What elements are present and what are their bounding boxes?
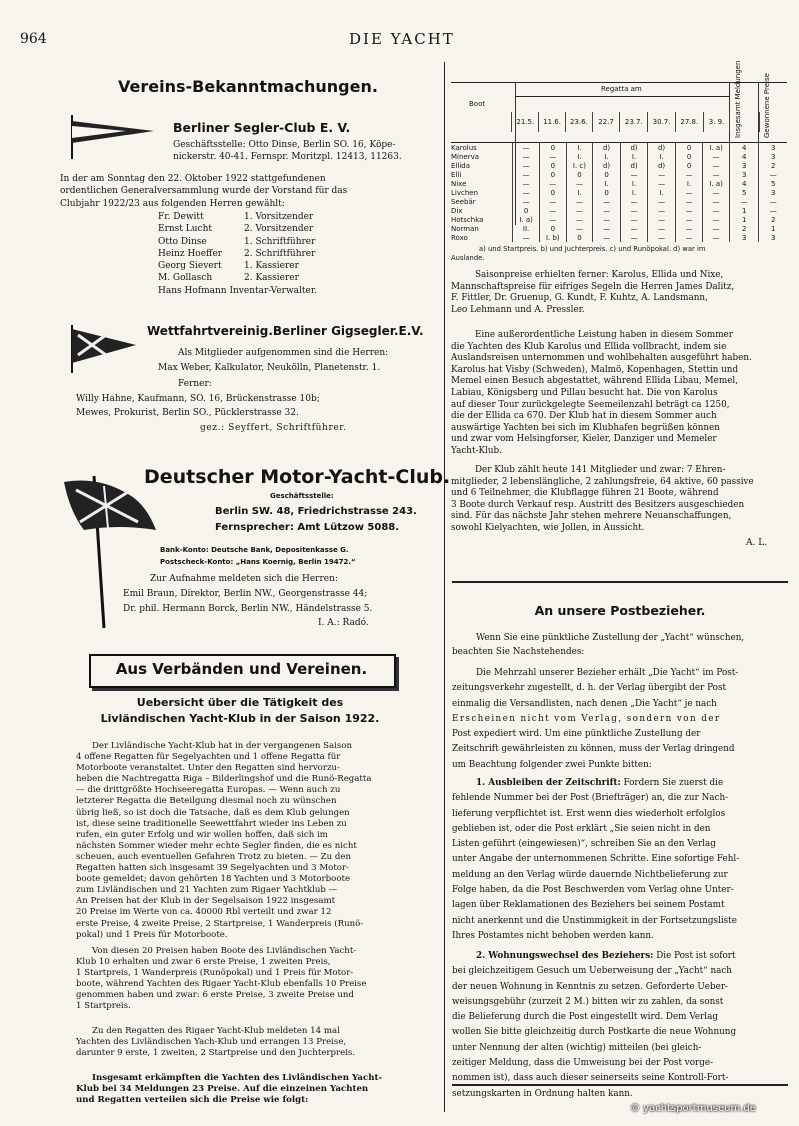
table-cell: — xyxy=(675,170,703,179)
table-cell: 5 xyxy=(759,179,787,188)
table-cell: I. xyxy=(566,188,593,197)
table-cell: — xyxy=(675,233,703,242)
table-cell: — xyxy=(566,224,593,233)
table-cell: d) xyxy=(620,143,648,152)
table-cell: — xyxy=(703,206,730,215)
table-cell-boat: Norman xyxy=(451,224,479,233)
saison-paragraph: Saisonpreise erhielten ferner: Karolus, Ellida und Nixe, Mannschaftspreise für eifriges Segeln die Herren James Dalitz, F. Fittler, Dr. Gruenup, G. Kundt, F. Kuhtz, A. Landsmann, Leo Lehmann und A. Pressler. xyxy=(451,270,735,315)
table-cell: I. c) xyxy=(566,161,593,170)
table-cell: — xyxy=(566,215,593,224)
table-cell: — xyxy=(703,170,730,179)
table-cell: — xyxy=(648,215,676,224)
table-cell: — xyxy=(620,233,648,242)
table-cell: I. xyxy=(675,179,703,188)
table-cell-boat: Nixe xyxy=(451,179,467,188)
table-cell: I. xyxy=(593,152,621,161)
mitglieder-paragraph: Der Klub zählt heute 141 Mitglieder und zwar: 7 Ehren- mitglieder, 2 lebenslängliche, 2 zahlungsfreie, 64 aktive, 60 passive und 6 Teilnehmer, die Klubflagge führen 21 Boote, während 3 Boote durch Verkauf resp. Austritt des Besitzers ausgeschieden sind. Für das nächste Jahr stehen mehrere Neuanschaffungen, sowohl Kielyachten, wie Jollen, in Aussicht. xyxy=(451,465,754,533)
post-point-1: 1. Ausbleiben der Zeitschrift: Fordern Sie zuerst die fehlende Nummer bei der Post (Briefträger) an, die zur Nach- lieferung verpflichtet ist. Erst wenn dies wiederholt erfolglos geblieben ist, oder die Post erklärt „Sie seien nicht in den Listen geführt (eingewiesen)“, schreiben Sie an den Verlag unter Angabe der unternommenen Schritte. Eine sofortige Fehl- meldung an den Verlag würde dauernde Nichtbelieferung zur Folge haben, da die Post Beschwerden vom Verlag ohne Unter- lagen über Reklamationen des Beziehers bei seinem Postamt nicht anerkennt und die Unstimmigkeit in der Fortsetzungsliste Ihres Postamtes nicht behoben werden kann. xyxy=(452,778,740,941)
bsc-pennant-icon xyxy=(66,113,156,161)
table-cell: d) xyxy=(648,161,676,170)
table-cell: 4 xyxy=(730,152,759,161)
table-boot-header: Boot xyxy=(469,100,486,108)
table-cell: I. xyxy=(620,152,648,161)
dmyc-line-1: Zur Aufnahme meldeten sich die Herren: xyxy=(150,574,338,584)
wvb-line-1: Als Mitglieder aufgenommen sind die Herren: xyxy=(178,348,389,358)
bsc-board: Fr. Dewitt 1. Vorsitzender Ernst Lucht 2. Vorsitzender Otto Dinse 1. Schriftführer Heinz Hoeffer 2. Schriftführer Georg Sievert 1. Kassierer M. Gollasch 2. Kassierer Hans Hofmann Inventar-Verwalter. xyxy=(158,212,318,296)
page-number: 964 xyxy=(20,31,47,47)
table-cell-boat: Dix xyxy=(451,206,463,215)
post-title: An unsere Postbezieher. xyxy=(534,603,706,618)
table-cell: — xyxy=(703,233,730,242)
wvb-signature: gez.: Seyffert, Schriftführer. xyxy=(200,423,347,433)
dmyc-line-3: Dr. phil. Hermann Borck, Berlin NW., Händelstrasse 5. xyxy=(123,604,373,614)
table-cell-boat: Seebär xyxy=(451,197,476,206)
table-cell: — xyxy=(513,197,540,206)
table-col-meldungen: Insgesamt Meldungen xyxy=(734,60,742,138)
table-cell: — xyxy=(593,197,621,206)
table-cell: d) xyxy=(648,143,676,152)
table-cell: I. xyxy=(593,179,621,188)
table-cell: — xyxy=(759,197,787,206)
dmyc-phone: Fernsprecher: Amt Lützow 5088. xyxy=(215,522,400,533)
wvb-line-2: Max Weber, Kalkulator, Neukölln, Planetenstr. 1. xyxy=(158,363,381,373)
table-row xyxy=(451,179,787,188)
table-footnote: a) und Startpreis. b) und Juchterpreis. c) und Runöpokal. d) war im xyxy=(479,245,706,253)
table-cell: 1 xyxy=(759,224,787,233)
table-cell-boat: Elli xyxy=(451,170,462,179)
dmyc-line-2: Emil Braun, Direktor, Berlin NW., Georgenstrasse 44; xyxy=(123,589,368,599)
table-cell: — xyxy=(648,170,676,179)
dmyc-signature: I. A.: Radó. xyxy=(318,618,369,628)
table-cell: I. xyxy=(566,152,593,161)
wvb-line-4: Willy Hahne, Kaufmann, SO. 16, Brückenstrasse 10b; xyxy=(76,394,320,404)
post-intro: Wenn Sie eine pünktliche Zustellung der „Yacht“ wünschen, beachten Sie Nachstehendes: xyxy=(452,633,745,657)
table-cell: 3 xyxy=(759,143,787,152)
table-cell: 3 xyxy=(759,188,787,197)
table-cell: — xyxy=(566,197,593,206)
table-cell: — xyxy=(648,197,676,206)
table-cell: 2 xyxy=(759,215,787,224)
table-cell: — xyxy=(675,215,703,224)
bsc-address: Geschäftsstelle: Otto Dinse, Berlin SO. 16, Köpe- nickerstr. 40-41. Fernspr. Moritzpl. 12413, 11263. xyxy=(173,140,402,163)
table-cell: — xyxy=(675,197,703,206)
dmyc-postscheck: Postscheck-Konto: „Hans Koernig, Berlin 19472.“ xyxy=(160,558,356,566)
table-cell: 0 xyxy=(593,188,621,197)
leistung-paragraph: Eine außerordentliche Leistung haben in diesem Sommer die Yachten des Klub Karolus und Ellida vollbracht, indem sie Auslandsreisen unternommen und wohlbehalten ausgeführt haben. Karolus hat Visby (Schweden), Malmö, Kopenhagen, Stettin und Memel einen Besuch abgestattet, während Ellida Libau, Memel, Labiau, Königsberg und Pillau besucht hat. Die von Karolus auf dieser Tour zurückgelegte Seemeilenzahl beträgt ca 1250, die der Ellida ca 670. Der Klub hat in diesem Sommer auch auswärtige Yachten bei sich im Klubhafen begrüßen können und zwar vom Helsingforser, Kieler, Danziger und Memeler Yacht-Klub. xyxy=(451,330,752,456)
table-cell: — xyxy=(539,179,566,188)
column-divider xyxy=(444,62,445,1112)
table-cell: 0 xyxy=(539,170,566,179)
section-banner-label: Aus Verbänden und Vereinen. xyxy=(115,660,368,678)
table-cell: d) xyxy=(620,161,648,170)
table-cell: 3 xyxy=(759,233,787,242)
table-cell: 3 xyxy=(759,152,787,161)
section-rule xyxy=(452,581,788,583)
table-cell: — xyxy=(648,224,676,233)
table-cell: 0 xyxy=(539,188,566,197)
table-cell-boat: Hotschka xyxy=(451,215,484,224)
dmyc-address: Berlin SW. 48, Friedrichstrasse 243. xyxy=(215,506,417,517)
table-cell: I. a) xyxy=(513,215,540,224)
table-cell: II. xyxy=(513,224,540,233)
table-cell: — xyxy=(593,233,621,242)
table-cell: — xyxy=(759,170,787,179)
table-cell: — xyxy=(566,179,593,188)
post-point-2: 2. Wohnungswechsel des Beziehers: Die Post ist sofort bei gleichzeitigem Gesuch um Ueberweisung der „Yacht“ nach der neuen Wohnung in Kenntnis zu setzen. Geforderte Ueber- weisungsgebühr (zurzeit 2 M.) bitten wir zu zahlen, da sonst die Belieferung durch die Post eingestellt wird. Dem Verlag wollen Sie bitte gleichzeitig durch Postkarte die neue Wohnung unter Nennung der alten (wichtig) mitteilen (bei gleich- zeitiger Meldung, dass die Umweisung bei der Post vorge- nommen ist), dass auch dieser seinerseits seine Kontroll-Fort- setzungskarten in Ordnung halten kann. xyxy=(452,951,737,1099)
table-cell: — xyxy=(703,197,730,206)
table-cell: — xyxy=(620,197,648,206)
table-cell: d) xyxy=(593,143,621,152)
table-row xyxy=(451,215,787,224)
table-cell: — xyxy=(648,179,676,188)
table-cell: 0 xyxy=(675,161,703,170)
table-cell-boat: Roxo xyxy=(451,233,468,242)
table-cell: — xyxy=(675,206,703,215)
table-cell: — xyxy=(703,161,730,170)
bsc-intro: In der am Sonntag den 22. Oktober 1922 stattgefundenen ordentlichen Generalversammlung wurde der Vorstand für das Clubjahr 1922/23 aus folgenden Herren gewählt: xyxy=(60,174,348,209)
table-cell: I. b) xyxy=(539,233,566,242)
table-row xyxy=(451,233,787,242)
table-cell-boat: Livchen xyxy=(451,188,479,197)
table-cell: — xyxy=(539,152,566,161)
table-cell: — xyxy=(513,143,540,152)
dmyc-title: Deutscher Motor-Yacht-Club. xyxy=(144,466,451,488)
table-row xyxy=(451,170,787,179)
wvb-title: Wettfahrtvereinig.Berliner Gigsegler.E.V. xyxy=(147,324,424,338)
table-cell: — xyxy=(620,224,648,233)
table-row xyxy=(451,197,787,206)
table-cell: — xyxy=(703,188,730,197)
post-paragraph-1: Die Mehrzahl unserer Bezieher erhält „Die Yacht“ im Post- zeitungsverkehr zugestellt, d. h. der Verlag übergibt der Post einmalig die Versandlisten, nach denen „Die Yacht“ je nach Erscheinen nicht vom Verlag, sondern von der Post expediert wird. Um eine pünktliche Zustellung der Zeitschrift gewährleisten zu können, muss der Verlag dringend um Beachtung folgender zwei Punkte bitten: xyxy=(452,668,739,770)
table-cell: 3 xyxy=(730,233,759,242)
table-cell: 4 xyxy=(730,143,759,152)
table-cell: — xyxy=(513,152,540,161)
table-cell: — xyxy=(648,233,676,242)
journal-title: DIE YACHT xyxy=(349,30,455,48)
regatta-table-grid: 21.5. 11.6. 23.6. 22.7 23.7. 30.7. 27.8. 3. 9. xyxy=(451,112,787,132)
article-title-1: Uebersicht über die Tätigkeit des xyxy=(136,696,344,709)
dmyc-office-label: Geschäftsstelle: xyxy=(270,492,334,500)
article-signature: A. L. xyxy=(746,538,768,548)
table-cell: 3 xyxy=(730,170,759,179)
table-cell: d) xyxy=(593,161,621,170)
table-cell: 0 xyxy=(593,170,621,179)
table-cell: — xyxy=(513,233,540,242)
table-row xyxy=(451,206,787,215)
section-title: Vereins-Bekanntmachungen. xyxy=(118,77,378,96)
table-cell: — xyxy=(593,206,621,215)
dmyc-bank: Bank-Konto: Deutsche Bank, Depositenkasse G. xyxy=(160,546,349,554)
table-col-preise: Gewonnene Preise xyxy=(763,73,771,138)
table-row xyxy=(451,152,787,161)
table-cell: 1 xyxy=(730,215,759,224)
table-cell: — xyxy=(730,197,759,206)
table-cell: I. xyxy=(620,188,648,197)
table-row xyxy=(451,161,787,170)
table-cell: — xyxy=(513,179,540,188)
table-cell: 2 xyxy=(730,224,759,233)
table-cell: 3 xyxy=(730,161,759,170)
table-cell: — xyxy=(539,206,566,215)
table-cell: — xyxy=(513,188,540,197)
article-body-2: Von diesen 20 Preisen haben Boote des Livländischen Yacht- Klub 10 erhalten und zwar 6 erste Preise, 1 zweiten Preis, 1 Startpreis, 1 Wanderpreis (Runöpokal) und 1 Preis für Motor- boote, während Yachten des Rigaer Yacht-Klub ebenfalls 10 Preise genommen haben und zwar: 6 erste Preise, 3 zweite Preise und 1 Startpreis. xyxy=(76,946,367,1012)
table-cell: 0 xyxy=(539,143,566,152)
table-cell: 4 xyxy=(730,179,759,188)
regatta-rows xyxy=(451,143,787,242)
table-cell: — xyxy=(539,197,566,206)
wvb-line-5: Mewes, Prokurist, Berlin SO., Pücklerstrasse 32. xyxy=(76,408,299,418)
table-cell: — xyxy=(648,206,676,215)
wvb-pennant-icon xyxy=(66,323,140,375)
table-cell: I. xyxy=(566,143,593,152)
table-cell: — xyxy=(513,161,540,170)
table-cell: 0 xyxy=(566,233,593,242)
table-cell: I. a) xyxy=(703,143,730,152)
table-cell: I. xyxy=(648,152,676,161)
table-cell: 0 xyxy=(675,152,703,161)
table-regatta-header: Regatta am xyxy=(601,85,642,93)
article-body-3: Zu den Regatten des Rigaer Yacht-Klub meldeten 14 mal Yachten des Livländischen Yach-Klub und errangen 13 Preise, darunter 9 erste, 1 zweiten, 2 Startpreise und den Juchterpreis. xyxy=(76,1026,356,1059)
table-cell: — xyxy=(620,206,648,215)
table-cell-boat: Ellida xyxy=(451,161,470,170)
table-cell: — xyxy=(620,215,648,224)
article-body: Der Livländische Yacht-Klub hat in der vergangenen Saison 4 offene Regatten für Segelyachten und 1 offene Regatta für Motorboote veranstaltet. Unter den Regatten sind hervorzu- heben die Nachtregatta Riga – Bilderlingshof und die Runö-Regatta — die drittgrößte Hochseeregatta Europas. — Wenn auch zu letzterer Regatta die Beteilgung diesmal noch zu wünschen übrig ließ, so ist doch die Tatsache, daß es dem Klub gelungen ist, diese seine traditionelle Seewettfahrt wieder ins Leben zu rufen, ein guter Erfolg und wir wollen hoffen, daß sich im nächsten Sommer wieder mehr echte Segler finden, die es nicht scheuen, auch eventuellen Gefahren Trotz zu bieten. — Zu den Regatten hatten sich insgesamt 39 Segelyachten und 3 Motor- boote gemeldet; davon gehörten 18 Yachten und 3 Motorboote zum Livländischen und 21 Yachten zum Rigaer Yachtklub — An Preisen hat der Klub in der Segelsaison 1922 insgesamt 20 Preise im Werte von ca. 40000 Rbl verteilt und zwar 12 erste Preise, 4 zweite Preise, 2 Startpreise, 1 Wanderpreis (Runö- pokal) und 1 Preis für Motorboote. xyxy=(76,741,372,940)
table-cell: I. a) xyxy=(703,179,730,188)
article-body-4: Insgesamt erkämpften die Yachten des Livländischen Yacht- Klub bei 34 Meldungen 23 Preise. Auf die einzeinen Yachten und Regatten verteilen sich die Preise wie folgt: xyxy=(76,1073,383,1106)
bottom-rule xyxy=(452,1084,788,1086)
bsc-title: Berliner Segler-Club E. V. xyxy=(173,120,351,135)
table-cell: 0 xyxy=(539,161,566,170)
table-cell: — xyxy=(513,170,540,179)
table-cell: 5 xyxy=(730,188,759,197)
table-cell: — xyxy=(593,215,621,224)
table-cell: — xyxy=(675,224,703,233)
table-cell: I. xyxy=(620,179,648,188)
table-cell-boat: Minerva xyxy=(451,152,480,161)
table-cell: — xyxy=(703,152,730,161)
table-cell: 1 xyxy=(730,206,759,215)
table-cell: — xyxy=(539,215,566,224)
watermark: © yachtsportmuseum.de xyxy=(630,1103,756,1114)
table-cell: — xyxy=(566,206,593,215)
table-cell: — xyxy=(620,170,648,179)
wvb-line-3: Ferner: xyxy=(178,379,212,389)
table-cell-boat: Karolus xyxy=(451,143,477,152)
table-cell: 0 xyxy=(566,170,593,179)
table-cell: 2 xyxy=(759,161,787,170)
table-row xyxy=(451,143,787,152)
table-cell: — xyxy=(675,188,703,197)
table-cell: — xyxy=(703,215,730,224)
table-cell: 0 xyxy=(675,143,703,152)
table-cell: — xyxy=(593,224,621,233)
table-row xyxy=(451,188,787,197)
table-cell: 0 xyxy=(539,224,566,233)
table-cell: 0 xyxy=(513,206,540,215)
table-cell: — xyxy=(759,206,787,215)
table-row xyxy=(451,224,787,233)
table-footnote-2: Auslande. xyxy=(451,254,485,262)
table-cell: I. xyxy=(648,188,676,197)
article-title-2: Livländischen Yacht-Klub in der Saison 1922. xyxy=(100,712,380,725)
table-cell: — xyxy=(703,224,730,233)
